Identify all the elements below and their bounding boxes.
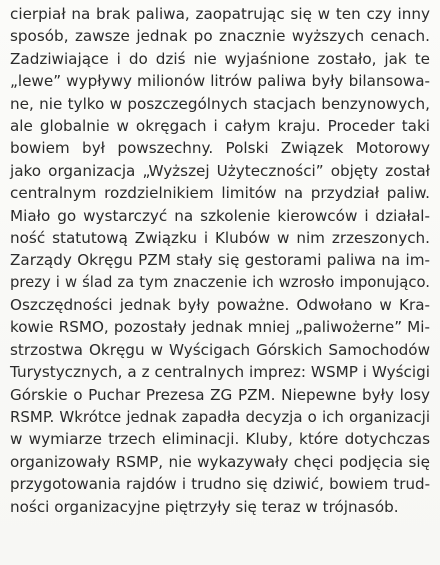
text-line: sposób, zawsze jednak po znacznie wyższych cenach. <box>10 27 430 46</box>
text-line: Turystycznych, a z centralnych imprez: WSMP i Wyścigi <box>10 363 430 382</box>
text-line: kowie RSMO, pozostały jednak mniej „paliwożerne” Mi- <box>10 318 430 337</box>
text-line: Zadziwiające i do dziś nie wyjaśnione zostało, jak te <box>10 49 430 68</box>
text-line: RSMP. Wkrótce jednak zapadła decyzja o ich organizacji <box>10 408 430 427</box>
text-line: Oszczędności jednak były poważne. Odwołano w Kra- <box>10 296 430 315</box>
text-line: Zarządy Okręgu PZM stały się gestorami paliwa na im- <box>10 251 430 270</box>
text-line: jako organizacja „Wyższej Użyteczności” objęty został <box>10 161 430 180</box>
text-line: ne, nie tylko w poszczególnych stacjach benzynowych, <box>10 94 430 113</box>
text-line: organizowały RSMP, nie wykazywały chęci podjęcia się <box>10 452 430 471</box>
text-line: ale globalnie w okręgach i całym kraju. Proceder taki <box>10 116 430 135</box>
text-line: Górskie o Puchar Prezesa ZG PZM. Niepewne były losy <box>10 385 430 404</box>
text-line: ność statutową Związku i Klubów w nim zrzeszonych. <box>10 228 430 247</box>
text-line: Miało go wystarczyć na szkolenie kierowców i działal- <box>10 206 430 225</box>
text-line: „lewe” wypływy milionów litrów paliwa były bilansowa- <box>10 72 430 91</box>
text-line: centralnym rozdzielnikiem limitów na przydział paliw. <box>10 184 430 203</box>
text-line: cierpiał na brak paliwa, zaopatrując się w ten czy inny <box>10 5 430 23</box>
text-line: ności organizacyjne piętrzyły się teraz w trójnasób. <box>10 497 399 516</box>
text-line: w wymiarze trzech eliminacji. Kluby, które dotychczas <box>10 430 430 449</box>
body-text <box>10 3 430 518</box>
text-line: bowiem był powszechny. Polski Związek Motorowy <box>10 139 430 158</box>
text-line: prezy i w ślad za tym znaczenie ich wzrosło imponująco. <box>10 273 430 291</box>
text-line: przygotowania rajdów i trudno się dziwić, bowiem trud- <box>10 475 430 494</box>
text-line: strzostwa Okręgu w Wyścigach Górskich Samochodów <box>10 340 430 359</box>
